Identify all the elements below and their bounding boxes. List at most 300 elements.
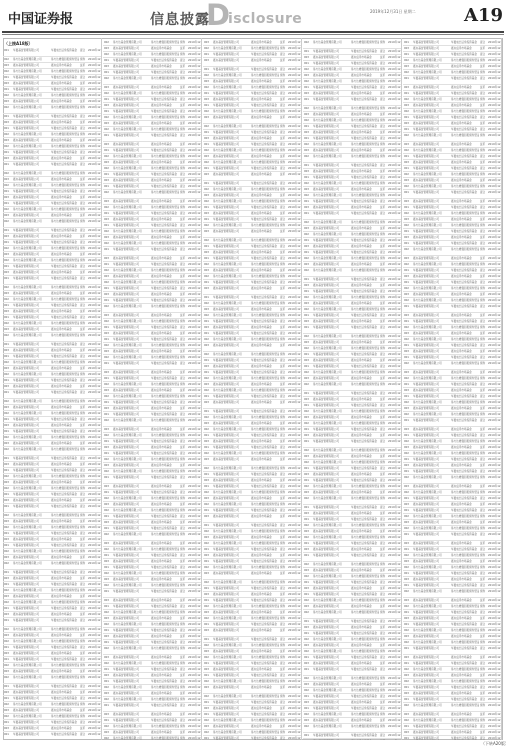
date-cell: 2019年12月 xyxy=(188,559,202,565)
fund-type-cell: 货币 xyxy=(80,63,87,69)
fund-type-cell: 债券 xyxy=(280,415,287,421)
product-name-cell: 华夏成长证券投资基金 xyxy=(51,468,79,474)
row-number: 002 xyxy=(404,58,413,64)
table-row xyxy=(203,172,302,181)
date-cell: 2019年12月 xyxy=(488,268,502,274)
product-name-cell: 华夏成长证券投资基金 xyxy=(351,49,379,55)
date-cell: 2019年12月 xyxy=(388,325,402,331)
row-number: 003 xyxy=(204,286,213,292)
fund-manager-cell: 华夏基金管理有限公司 xyxy=(113,628,151,634)
fund-type-cell: 债券 xyxy=(480,490,487,496)
fund-manager-cell: 易方达基金管理有限公司 xyxy=(413,325,451,331)
fund-manager-cell: 嘉实基金管理有限公司 xyxy=(413,388,451,394)
fund-type-cell: 货币 xyxy=(380,490,387,496)
fund-type-cell: 混合 xyxy=(280,622,287,628)
row-number: 003 xyxy=(304,511,313,517)
date-cell: 2019年12月 xyxy=(388,262,402,268)
row-number: 001 xyxy=(304,364,313,370)
product-name-cell: 易方达增强回报债券型 xyxy=(351,193,379,199)
fund-manager-cell: 华夏基金管理有限公司 xyxy=(113,526,151,532)
row-number: 003 xyxy=(104,64,113,70)
product-name-cell: 嘉实货币市场基金 xyxy=(251,478,279,484)
product-name-cell: 易方达增强回报债券型 xyxy=(151,382,179,388)
fund-manager-cell: 华夏基金管理有限公司 xyxy=(213,445,251,451)
fund-type-cell: 债券 xyxy=(480,667,487,673)
product-name-cell: 易方达增强回报债券型 xyxy=(151,190,179,196)
fund-type-cell: 债券 xyxy=(80,675,87,681)
fund-type-cell: 混合 xyxy=(80,315,87,321)
product-name-cell: 易方达增强回报债券型 xyxy=(251,388,279,394)
row-number: 003 xyxy=(404,712,413,718)
fund-manager-cell: 嘉实基金管理有限公司 xyxy=(413,274,451,280)
date-cell: 2019年12月 xyxy=(488,724,502,730)
row-number: 002 xyxy=(4,600,13,606)
date-cell: 2019年12月 xyxy=(288,490,302,496)
fund-type-cell: 债券 xyxy=(180,547,187,553)
fund-manager-cell: 华夏基金管理有限公司 xyxy=(313,541,351,547)
fund-manager-cell: 嘉实基金管理有限公司 xyxy=(313,415,351,421)
product-name-cell: 易方达增强回报债券型 xyxy=(151,52,179,58)
date-cell: 2019年12月 xyxy=(288,502,302,508)
date-cell: 2019年12月 xyxy=(488,223,502,229)
date-cell: 2019年12月 xyxy=(488,697,502,703)
date-cell: 2019年12月 xyxy=(488,463,502,469)
fund-type-cell: 混合 xyxy=(480,583,487,589)
date-cell: 2019年12月 xyxy=(388,364,402,370)
product-name-cell: 嘉实货币市场基金 xyxy=(151,349,179,355)
row-number: 002 xyxy=(304,484,313,490)
product-name-cell: 华夏成长证券投资基金 xyxy=(151,400,179,406)
fund-manager-cell: 嘉实基金管理有限公司 xyxy=(13,252,51,258)
date-cell: 2019年12月 xyxy=(88,99,102,105)
product-name-cell: 华夏成长证券投资基金 xyxy=(351,136,379,142)
fund-type-cell: 混合 xyxy=(480,319,487,325)
fund-manager-cell: 华夏基金管理有限公司 xyxy=(13,162,51,168)
fund-manager-cell: 易方达基金管理有限公司 xyxy=(413,553,451,559)
product-name-cell: 嘉实货币市场基金 xyxy=(251,343,279,349)
row-number: 002 xyxy=(4,219,13,225)
fund-manager-cell: 华夏基金管理有限公司 xyxy=(213,181,251,187)
fund-manager-cell: 易方达基金管理有限公司 xyxy=(313,724,351,730)
fund-manager-cell: 嘉实基金管理有限公司 xyxy=(13,138,51,144)
fund-manager-cell: 易方达基金管理有限公司 xyxy=(313,448,351,454)
fund-manager-cell: 华夏基金管理有限公司 xyxy=(213,370,251,376)
fund-type-cell: 货币 xyxy=(380,415,387,421)
row-number: 003 xyxy=(304,625,313,631)
date-cell: 2019年12月 xyxy=(288,433,302,439)
row-number: 002 xyxy=(304,496,313,502)
fund-type-cell: 货币 xyxy=(80,612,87,618)
date-cell: 2019年12月 xyxy=(188,502,202,508)
fund-manager-cell: 易方达基金管理有限公司 xyxy=(313,649,351,655)
product-name-cell: 易方达增强回报债券型 xyxy=(251,541,279,547)
product-name-cell: 嘉实货币市场基金 xyxy=(151,541,179,547)
row-number: 001 xyxy=(204,67,213,73)
fund-manager-cell: 华夏基金管理有限公司 xyxy=(413,382,451,388)
date-cell: 2019年12月 xyxy=(488,400,502,406)
product-name-cell: 嘉实货币市场基金 xyxy=(351,529,379,535)
row-number: 003 xyxy=(104,406,113,412)
product-name-cell: 易方达增强回报债券型 xyxy=(251,694,279,700)
product-name-cell: 华夏成长证券投资基金 xyxy=(151,565,179,571)
fund-type-cell: 混合 xyxy=(480,724,487,730)
fund-manager-cell: 嘉实基金管理有限公司 xyxy=(413,484,451,490)
product-name-cell: 易方达增强回报债券型 xyxy=(251,46,279,52)
fund-manager-cell: 嘉实基金管理有限公司 xyxy=(413,445,451,451)
fund-manager-cell: 嘉实基金管理有限公司 xyxy=(13,498,51,504)
date-cell: 2019年12月 xyxy=(388,175,402,181)
fund-manager-cell: 嘉实基金管理有限公司 xyxy=(313,340,351,346)
fund-type-cell: 货币 xyxy=(480,313,487,319)
fund-manager-cell: 嘉实基金管理有限公司 xyxy=(113,217,151,223)
product-name-cell: 嘉实货币市场基金 xyxy=(251,211,279,217)
fund-manager-cell: 易方达基金管理有限公司 xyxy=(213,502,251,508)
fund-type-cell: 债券 xyxy=(80,297,87,303)
product-name-cell: 嘉实货币市场基金 xyxy=(351,73,379,79)
row-number: 001 xyxy=(4,570,13,576)
row-number: 002 xyxy=(404,475,413,481)
row-number: 003 xyxy=(4,480,13,486)
date-cell: 2019年12月 xyxy=(288,529,302,535)
fund-type-cell: 债券 xyxy=(80,171,87,177)
fund-type-cell: 债券 xyxy=(280,199,287,205)
product-name-cell: 华夏成长证券投资基金 xyxy=(251,484,279,490)
fund-type-cell xyxy=(380,739,387,740)
date-cell: 2019年12月 xyxy=(288,649,302,655)
product-name-cell: 嘉实货币市场基金 xyxy=(251,382,279,388)
row-number: 003 xyxy=(204,382,213,388)
date-cell: 2019年12月 xyxy=(188,661,202,667)
product-name-cell: 易方达增强回报债券型 xyxy=(251,427,279,433)
fund-type-cell: 混合 xyxy=(180,475,187,481)
fund-type-cell: 货币 xyxy=(180,484,187,490)
fund-manager-cell: 华夏基金管理有限公司 xyxy=(113,361,151,367)
product-name-cell: 嘉实货币市场基金 xyxy=(451,85,479,91)
product-name-cell: 易方达增强回报债券型 xyxy=(351,460,379,466)
product-name-cell: 易方达增强回报债券型 xyxy=(51,525,79,531)
date-cell: 2019年12月 xyxy=(188,85,202,91)
fund-type-cell: 债券 xyxy=(480,247,487,253)
product-name-cell: 华夏成长证券投资基金 xyxy=(51,87,79,93)
date-cell: 2019年12月 xyxy=(388,631,402,637)
fund-manager-cell: 华夏基金管理有限公司 xyxy=(13,114,51,120)
fund-type-cell: 货币 xyxy=(280,229,287,235)
fund-type-cell: 混合 xyxy=(280,547,287,553)
fund-type-cell: 货币 xyxy=(480,370,487,376)
fund-manager-cell: 嘉实基金管理有限公司 xyxy=(113,655,151,661)
fund-manager-cell: 华夏基金管理有限公司 xyxy=(413,304,451,310)
fund-type-cell: 货币 xyxy=(280,706,287,712)
fund-type-cell: 债券 xyxy=(380,67,387,73)
product-name-cell: 嘉实货币市场基金 xyxy=(451,634,479,640)
product-name-cell: 易方达增强回报债券型 xyxy=(251,679,279,685)
fund-manager-cell: 华夏基金管理有限公司 xyxy=(113,376,151,382)
row-number: 003 xyxy=(104,274,113,280)
fund-type-cell: 混合 xyxy=(380,211,387,217)
row-number: 003 xyxy=(404,598,413,604)
fund-manager-cell: 嘉实基金管理有限公司 xyxy=(413,370,451,376)
fund-type-cell: 债券 xyxy=(380,421,387,427)
product-name-cell: 易方达增强回报债券型 xyxy=(351,256,379,262)
fund-type-cell: 混合 xyxy=(280,52,287,58)
row-number: 001 xyxy=(4,342,13,348)
fund-type-cell: 混合 xyxy=(480,610,487,616)
fund-manager-cell: 易方达基金管理有限公司 xyxy=(313,712,351,718)
row-number: 001 xyxy=(204,205,213,211)
row-number: 002 xyxy=(204,352,213,358)
row-number: 002 xyxy=(4,435,13,441)
product-name-cell: 易方达增强回报债券型 xyxy=(151,115,179,121)
fund-type-cell: 混合 xyxy=(80,189,87,195)
date-cell: 2019年12月 xyxy=(88,732,102,738)
fund-manager-cell: 嘉实基金管理有限公司 xyxy=(13,441,51,447)
product-name-cell: 易方达增强回报债券型 xyxy=(351,484,379,490)
fund-manager-cell: 华夏基金管理有限公司 xyxy=(113,337,151,343)
product-name-cell: 易方达增强回报债券型 xyxy=(351,574,379,580)
date-cell: 2019年12月 xyxy=(188,52,202,58)
date-cell: 2019年12月 xyxy=(288,205,302,211)
fund-manager-cell: 易方达基金管理有限公司 xyxy=(113,40,151,46)
row-number: 003 xyxy=(104,142,113,148)
date-cell: 2019年12月 xyxy=(288,472,302,478)
fund-manager-cell: 嘉实基金管理有限公司 xyxy=(413,406,451,412)
fund-type-cell: 债券 xyxy=(80,561,87,567)
table-row xyxy=(403,589,502,598)
table-row xyxy=(3,219,102,228)
fund-type-cell: 货币 xyxy=(380,340,387,346)
date-cell: 2019年12月 xyxy=(288,256,302,262)
product-name-cell: 易方达增强回报债券型 xyxy=(151,91,179,97)
date-cell: 2019年12月 xyxy=(88,378,102,384)
fund-type-cell: 混合 xyxy=(380,199,387,205)
fund-type-cell: 债券 xyxy=(480,184,487,190)
row-number: 001 xyxy=(304,49,313,55)
table-row xyxy=(303,610,402,619)
fund-type-cell: 混合 xyxy=(80,456,87,462)
fund-manager-cell: 华夏基金管理有限公司 xyxy=(313,199,351,205)
fund-type-cell: 货币 xyxy=(180,178,187,184)
fund-manager-cell: 易方达基金管理有限公司 xyxy=(313,295,351,301)
date-cell: 2019年12月 xyxy=(388,667,402,673)
date-cell: 2019年12月 xyxy=(188,229,202,235)
product-name-cell: 易方达增强回报债券型 xyxy=(51,183,79,189)
fund-manager-cell: 易方达基金管理有限公司 xyxy=(213,466,251,472)
product-name-cell: 华夏成长证券投资基金 xyxy=(451,508,479,514)
row-number: 003 xyxy=(304,661,313,667)
date-cell: 2019年12月 xyxy=(388,376,402,382)
fund-manager-cell: 易方达基金管理有限公司 xyxy=(313,40,351,46)
fund-manager-cell: 易方达基金管理有限公司 xyxy=(213,655,251,661)
fund-manager-cell: 华夏基金管理有限公司 xyxy=(313,427,351,433)
date-cell: 2019年12月 xyxy=(488,103,502,109)
date-cell: 2019年12月 xyxy=(88,531,102,537)
fund-type-cell: 债券 xyxy=(480,718,487,724)
fund-manager-cell: 嘉实基金管理有限公司 xyxy=(213,268,251,274)
date-cell: 2019年12月 xyxy=(488,520,502,526)
date-cell: 2019年12月 xyxy=(88,138,102,144)
product-name-cell: 嘉实货币市场基金 xyxy=(251,97,279,103)
row-number: 001 xyxy=(404,547,413,553)
row-number: 001 xyxy=(204,661,213,667)
product-name-cell: 华夏成长证券投资基金 xyxy=(251,661,279,667)
fund-manager-cell: 华夏基金管理有限公司 xyxy=(13,150,51,156)
product-name-cell: 嘉实货币市场基金 xyxy=(251,706,279,712)
product-name-cell: 易方达增强回报债券型 xyxy=(51,258,79,264)
fund-type-cell: 混合 xyxy=(380,325,387,331)
table-row xyxy=(403,475,502,484)
product-name-cell: 易方达增强回报债券型 xyxy=(51,399,79,405)
row-number: 003 xyxy=(404,256,413,262)
date-cell: 2019年12月 xyxy=(88,492,102,498)
fund-type-cell: 混合 xyxy=(480,127,487,133)
date-cell: 2019年12月 xyxy=(288,622,302,628)
fund-type-cell: 债券 xyxy=(280,529,287,535)
fund-type-cell: 债券 xyxy=(80,144,87,150)
fund-type-cell: 债券 xyxy=(480,58,487,64)
fund-type-cell: 债券 xyxy=(280,187,287,193)
fund-manager-cell: 嘉实基金管理有限公司 xyxy=(413,463,451,469)
fund-manager-cell: 嘉实基金管理有限公司 xyxy=(13,519,51,525)
fund-manager-cell: 华夏基金管理有限公司 xyxy=(13,657,51,663)
date-cell: 2019年12月 xyxy=(188,475,202,481)
fund-manager-cell: 嘉实基金管理有限公司 xyxy=(213,553,251,559)
table-row xyxy=(203,628,302,637)
row-number: 001 xyxy=(304,592,313,598)
date-cell: 2019年12月 xyxy=(188,457,202,463)
date-cell: 2019年12月 xyxy=(388,277,402,283)
date-cell: 2019年12月 xyxy=(388,448,402,454)
date-cell: 2019年12月 xyxy=(88,177,102,183)
product-name-cell: 华夏成长证券投资基金 xyxy=(451,610,479,616)
product-name-cell: 嘉实货币市场基金 xyxy=(251,193,279,199)
fund-manager-cell: 华夏基金管理有限公司 xyxy=(213,598,251,604)
date-cell: 2019年12月 xyxy=(488,304,502,310)
row-number: 003 xyxy=(4,441,13,447)
row-number: 001 xyxy=(104,439,113,445)
product-name-cell: 华夏成长证券投资基金 xyxy=(451,724,479,730)
date-cell: 2019年12月 xyxy=(88,549,102,555)
product-name-cell: 嘉实货币市场基金 xyxy=(151,502,179,508)
fund-manager-cell: 华夏基金管理有限公司 xyxy=(313,277,351,283)
product-name-cell: 易方达增强回报债券型 xyxy=(351,712,379,718)
date-cell: 2019年12月 xyxy=(388,610,402,616)
table-row xyxy=(3,618,102,627)
fund-manager-cell: 嘉实基金管理有限公司 xyxy=(13,537,51,543)
product-name-cell: 嘉实货币市场基金 xyxy=(351,568,379,574)
fund-type-cell: 货币 xyxy=(480,217,487,223)
product-name-cell: 易方达增强回报债券型 xyxy=(51,663,79,669)
fund-type-cell: 货币 xyxy=(380,718,387,724)
date-cell: 2019年12月 xyxy=(188,667,202,673)
row-number: 003 xyxy=(204,97,213,103)
row-number: 002 xyxy=(404,148,413,154)
fund-manager-cell: 易方达基金管理有限公司 xyxy=(313,610,351,616)
row-number: 003 xyxy=(404,121,413,127)
date-cell: 2019年12月 xyxy=(88,726,102,732)
date-cell: 2019年12月 xyxy=(388,289,402,295)
fund-type-cell: 债券 xyxy=(480,376,487,382)
issue-date: 2019年12月31日 星期二 xyxy=(370,9,416,15)
product-name-cell: 易方达增强回报债券型 xyxy=(51,171,79,177)
product-name-cell: 华夏成长证券投资基金 xyxy=(151,325,179,331)
date-cell: 2019年12月 xyxy=(188,703,202,709)
fund-type-cell: 债券 xyxy=(180,115,187,121)
fund-type-cell: 货币 xyxy=(480,256,487,262)
fund-manager-cell: 华夏基金管理有限公司 xyxy=(413,622,451,628)
product-name-cell: 嘉实货币市场基金 xyxy=(451,502,479,508)
row-number: 001 xyxy=(204,358,213,364)
fund-type-cell: 混合 xyxy=(80,303,87,309)
date-cell: 2019年12月 xyxy=(388,391,402,397)
product-name-cell: 易方达增强回报债券型 xyxy=(351,421,379,427)
row-number: 002 xyxy=(104,229,113,235)
product-name-cell: 华夏成长证券投资基金 xyxy=(151,133,179,139)
fund-manager-cell: 华夏基金管理有限公司 xyxy=(413,508,451,514)
row-number: 001 xyxy=(4,417,13,423)
table-row xyxy=(403,76,502,85)
product-name-cell: 华夏成长证券投资基金 xyxy=(251,244,279,250)
product-name-cell: 嘉实货币市场基金 xyxy=(351,397,379,403)
row-number: 002 xyxy=(4,171,13,177)
fund-manager-cell: 华夏基金管理有限公司 xyxy=(213,700,251,706)
date-cell: 2019年12月 xyxy=(188,547,202,553)
fund-manager-cell: 嘉实基金管理有限公司 xyxy=(313,205,351,211)
fund-type-cell: 混合 xyxy=(280,319,287,325)
fund-manager-cell: 易方达基金管理有限公司 xyxy=(113,319,151,325)
fund-type-cell: 债券 xyxy=(180,469,187,475)
row-number: 001 xyxy=(204,637,213,643)
row-number: 002 xyxy=(104,115,113,121)
product-name-cell: 嘉实货币市场基金 xyxy=(151,559,179,565)
date-cell: 2019年12月 xyxy=(288,154,302,160)
fund-type-cell: 货币 xyxy=(180,388,187,394)
fund-type-cell: 货币 xyxy=(180,235,187,241)
product-name-cell: 华夏成长证券投资基金 xyxy=(251,409,279,415)
product-name-cell: 华夏成长证券投资基金 xyxy=(451,205,479,211)
product-name-cell: 易方达增强回报债券型 xyxy=(451,262,479,268)
product-name-cell: 易方达增强回报债券型 xyxy=(251,451,279,457)
date-cell: 2019年12月 xyxy=(88,447,102,453)
section-title-zh: 信息披露 xyxy=(150,9,210,29)
fund-manager-cell: 嘉实基金管理有限公司 xyxy=(313,130,351,136)
fund-manager-cell: 易方达基金管理有限公司 xyxy=(113,115,151,121)
product-name-cell: 嘉实货币市场基金 xyxy=(151,85,179,91)
fund-manager-cell: 易方达基金管理有限公司 xyxy=(413,412,451,418)
date-cell: 2019年12月 xyxy=(88,525,102,531)
fund-type-cell: 债券 xyxy=(280,655,287,661)
row-number: 002 xyxy=(104,343,113,349)
product-name-cell: 嘉实货币市场基金 xyxy=(251,496,279,502)
fund-type-cell: 混合 xyxy=(80,228,87,234)
date-cell: 2019年12月 xyxy=(488,148,502,154)
date-cell: 2019年12月 xyxy=(88,171,102,177)
date-cell: 2019年12月 xyxy=(488,628,502,634)
fund-type-cell: 混合 xyxy=(480,532,487,538)
date-cell: 2019年12月 xyxy=(388,547,402,553)
product-name-cell: 嘉实货币市场基金 xyxy=(251,154,279,160)
row-number: 002 xyxy=(4,333,13,339)
product-name-cell: 嘉实货币市场基金 xyxy=(351,55,379,61)
row-number: 001 xyxy=(304,124,313,130)
fund-type-cell: 混合 xyxy=(80,264,87,270)
fund-type-cell: 债券 xyxy=(280,388,287,394)
product-name-cell: 华夏成长证券投资基金 xyxy=(451,547,479,553)
product-name-cell: 华夏成长证券投资基金 xyxy=(351,199,379,205)
fund-manager-cell: 易方达基金管理有限公司 xyxy=(13,321,51,327)
product-name-cell: 易方达增强回报债券型 xyxy=(251,301,279,307)
date-cell: 2019年12月 xyxy=(288,484,302,490)
row-number: 003 xyxy=(304,112,313,118)
